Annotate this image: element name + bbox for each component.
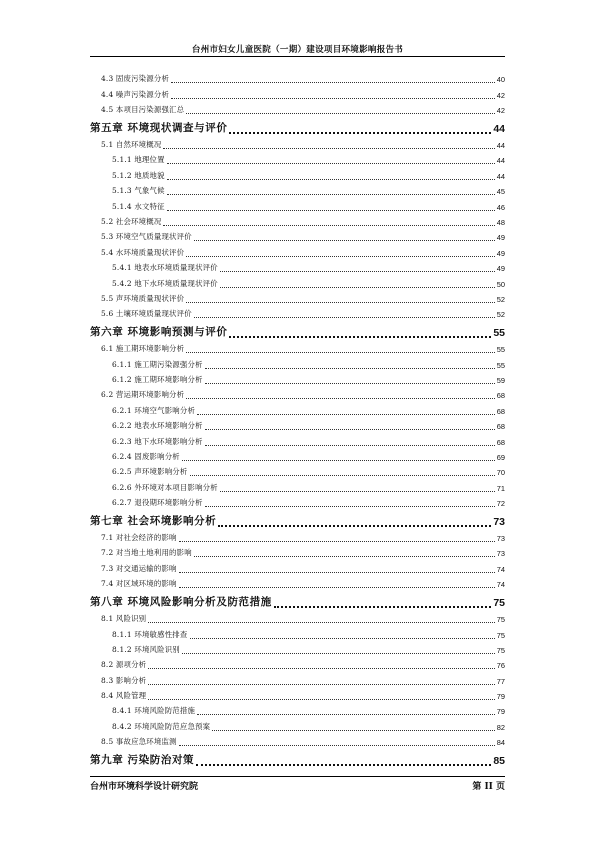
toc-entry-line — [101, 231, 505, 242]
toc-entry[interactable] — [90, 450, 505, 465]
toc-entry-page: 84 — [496, 738, 505, 748]
toc-entry-page: 74 — [496, 564, 505, 574]
toc-entry-page: 52 — [496, 310, 505, 320]
toc-entry-page: 68 — [496, 422, 505, 432]
toc-entry-line — [90, 594, 505, 609]
toc-entry[interactable] — [90, 230, 505, 245]
toc-entry-page: 49 — [496, 233, 505, 243]
toc-entry-line — [112, 451, 505, 462]
toc-entry-page: 68 — [496, 437, 505, 447]
toc-entry[interactable] — [90, 719, 505, 734]
toc-entry-page: 55 — [496, 345, 505, 355]
dot-leader — [205, 445, 495, 446]
toc-entry[interactable] — [90, 184, 505, 199]
toc-entry-line — [112, 185, 505, 196]
toc-entry-line — [112, 705, 505, 716]
toc-entry[interactable] — [90, 153, 505, 168]
toc-entry[interactable] — [90, 168, 505, 183]
toc-entry-label: 6.2.6 外环境对本项目影响分析 — [112, 482, 218, 492]
toc-entry-line — [112, 170, 505, 181]
toc-entry-page: 73 — [493, 515, 505, 528]
toc-chapter-entry[interactable] — [90, 322, 505, 342]
toc-entry-label: 6.2.4 固废影响分析 — [112, 451, 180, 461]
toc-entry-label: 4.5 本项目污染源强汇总 — [101, 105, 185, 115]
toc-entry-page: 48 — [496, 218, 505, 228]
toc-entry-line — [101, 659, 505, 670]
dot-leader — [196, 764, 491, 766]
toc-entry[interactable] — [90, 546, 505, 561]
toc-entry-line — [112, 420, 505, 431]
toc-entry[interactable] — [90, 199, 505, 214]
dot-leader — [194, 240, 495, 241]
toc-entry-label: 6.1 施工期环境影响分析 — [101, 344, 185, 354]
dot-leader — [190, 475, 495, 476]
toc-entry-label: 6.2.5 声环境影响分析 — [112, 467, 188, 477]
toc-entry[interactable] — [90, 612, 505, 627]
toc-entry-label: 8.4 风险管理 — [101, 691, 147, 701]
toc-entry-label: 8.3 影响分析 — [101, 675, 147, 685]
toc-entry-label: 6.2 营运期环境影响分析 — [101, 390, 185, 400]
toc-entry-line — [101, 389, 505, 400]
header-rule — [90, 56, 505, 57]
toc-entry-line — [101, 613, 505, 624]
toc-entry-line — [101, 139, 505, 150]
dot-leader — [205, 383, 495, 384]
toc-entry-label: 5.2 社会环境概况 — [101, 217, 162, 227]
toc-entry-label: 8.1.2 环境风险识别 — [112, 644, 180, 654]
dot-leader — [190, 638, 495, 639]
toc-entry[interactable] — [90, 276, 505, 291]
toc-entry-page: 40 — [496, 75, 505, 85]
toc-entry-label: 第八章 环境风险影响分析及防范措施 — [90, 595, 272, 608]
toc-entry-line — [101, 675, 505, 686]
toc-entry-line — [112, 466, 505, 477]
toc-entry-page: 49 — [496, 264, 505, 274]
toc-entry-label: 第六章 环境影响预测与评价 — [90, 325, 228, 338]
toc-entry-line — [101, 578, 505, 589]
toc-entry-page: 79 — [496, 692, 505, 702]
toc-entry-line — [101, 308, 505, 319]
dot-leader — [179, 745, 495, 746]
toc-entry-label: 5.4 水环境质量现状评价 — [101, 247, 185, 257]
dot-leader — [148, 699, 494, 700]
toc-chapter-entry[interactable] — [90, 750, 505, 770]
toc-entry[interactable] — [90, 261, 505, 276]
dot-leader — [179, 587, 495, 588]
toc-entry-page: 79 — [496, 707, 505, 717]
toc-entry-line — [101, 532, 505, 543]
toc-entry-page: 75 — [493, 596, 505, 609]
toc-entry-label: 第七章 社会环境影响分析 — [90, 514, 217, 527]
toc-entry-line — [101, 736, 505, 747]
toc-entry-page: 44 — [496, 171, 505, 181]
toc-entry-label: 7.3 对交通运输的影响 — [101, 563, 177, 573]
toc-entry-line — [112, 436, 505, 447]
toc-entry[interactable] — [90, 735, 505, 750]
toc-entry-page: 82 — [496, 722, 505, 732]
toc-entry[interactable] — [90, 480, 505, 495]
dot-leader — [197, 714, 495, 715]
footer-page-number: 第 II 页 — [472, 782, 505, 792]
toc-chapter-entry[interactable] — [90, 592, 505, 612]
toc-entry[interactable] — [90, 357, 505, 372]
dot-leader — [274, 606, 491, 608]
toc-entry[interactable] — [90, 215, 505, 230]
toc-entry-page: 50 — [496, 279, 505, 289]
toc-entry-page: 44 — [496, 141, 505, 151]
toc-entry-page: 73 — [496, 534, 505, 544]
toc-entry-line — [112, 644, 505, 655]
toc-entry-line — [112, 154, 505, 165]
dot-leader — [171, 98, 495, 99]
dot-leader — [220, 271, 495, 272]
toc-entry-page: 55 — [496, 360, 505, 370]
toc-entry-line — [112, 405, 505, 416]
toc-entry[interactable] — [90, 465, 505, 480]
toc-entry-page: 75 — [496, 630, 505, 640]
toc-entry-page: 68 — [496, 391, 505, 401]
toc-entry-line — [101, 104, 505, 115]
toc-entry-page: 72 — [496, 499, 505, 509]
dot-leader — [186, 302, 495, 303]
dot-leader — [194, 556, 495, 557]
toc-entry[interactable] — [90, 643, 505, 658]
dot-leader — [167, 210, 495, 211]
toc-entry-line — [101, 547, 505, 558]
toc-entry-label: 8.1 风险识别 — [101, 614, 147, 624]
footer-rule — [90, 776, 505, 777]
toc-chapter-entry[interactable] — [90, 118, 505, 138]
dot-leader — [163, 225, 494, 226]
dot-leader — [186, 113, 495, 114]
toc-entry-label: 4.3 固废污染源分析 — [101, 74, 170, 84]
toc-entry-label: 5.1.3 气象气候 — [112, 186, 165, 196]
toc-entry-line — [101, 73, 505, 84]
toc-entry-label: 5.4.1 地表水环境质量现状评价 — [112, 263, 218, 273]
toc-entry[interactable] — [90, 561, 505, 576]
toc-entry[interactable] — [90, 87, 505, 102]
dot-leader — [163, 148, 494, 149]
toc-entry-line — [112, 262, 505, 273]
toc-entry-label: 5.1 自然环境概况 — [101, 140, 162, 150]
toc-entry-line — [112, 374, 505, 385]
toc-entry-page: 44 — [496, 156, 505, 166]
toc-entry-line — [90, 324, 505, 339]
dot-leader — [186, 256, 495, 257]
toc-entry-label: 6.2.2 地表水环境影响分析 — [112, 421, 203, 431]
toc-entry-page: 73 — [496, 549, 505, 559]
toc-entry[interactable] — [90, 292, 505, 307]
toc-entry-page: 76 — [496, 661, 505, 671]
toc-entry[interactable] — [90, 138, 505, 153]
toc-entry-page: 45 — [496, 187, 505, 197]
toc-entry-line — [90, 513, 505, 528]
toc-entry-label: 4.4 噪声污染源分析 — [101, 89, 170, 99]
dot-leader — [148, 622, 494, 623]
dot-leader — [212, 730, 495, 731]
toc-entry-label: 5.3 环境空气质量现状评价 — [101, 232, 192, 242]
toc-entry-label: 7.1 对社会经济的影响 — [101, 533, 177, 543]
toc-entry-label: 5.5 声环境质量现状评价 — [101, 293, 185, 303]
toc-entry-line — [112, 359, 505, 370]
toc-entry[interactable] — [90, 388, 505, 403]
toc-entry-label: 5.6 土壤环境质量现状评价 — [101, 309, 192, 319]
toc-entry-label: 5.1.4 水文特征 — [112, 201, 165, 211]
dot-leader — [220, 287, 495, 288]
dot-leader — [197, 414, 495, 415]
toc-entry-label: 5.1.2 地质地貌 — [112, 170, 165, 180]
toc-entry-page: 85 — [493, 754, 505, 767]
toc-entry-line — [112, 482, 505, 493]
toc-entry-label: 第九章 污染防治对策 — [90, 753, 195, 766]
toc-entry-line — [112, 497, 505, 508]
toc-entry-label: 5.4.2 地下水环境质量现状评价 — [112, 278, 218, 288]
toc-entry-page: 46 — [496, 202, 505, 212]
toc-entry-line — [101, 690, 505, 701]
dot-leader — [167, 163, 495, 164]
toc-entry[interactable] — [90, 434, 505, 449]
toc-entry-label: 5.1.1 地理位置 — [112, 155, 165, 165]
toc-entry[interactable] — [90, 419, 505, 434]
toc-entry[interactable] — [90, 245, 505, 260]
toc-entry-line — [112, 721, 505, 732]
toc-entry[interactable] — [90, 577, 505, 592]
toc-entry-line — [101, 216, 505, 227]
toc-entry[interactable] — [90, 373, 505, 388]
toc-entry-page: 52 — [496, 294, 505, 304]
toc-entry-label: 7.4 对区域环境的影响 — [101, 579, 177, 589]
toc-entry-page: 75 — [496, 645, 505, 655]
dot-leader — [182, 653, 495, 654]
dot-leader — [167, 179, 495, 180]
dot-leader — [218, 525, 491, 527]
toc-entry-line — [90, 120, 505, 135]
dot-leader — [171, 82, 495, 83]
dot-leader — [205, 368, 495, 369]
dot-leader — [167, 194, 495, 195]
toc-entry-line — [101, 293, 505, 304]
toc-entry-page: 77 — [496, 676, 505, 686]
toc-entry-page: 49 — [496, 248, 505, 258]
toc-entry-label: 6.1.1 施工期污染源强分析 — [112, 359, 203, 369]
toc-entry[interactable] — [90, 496, 505, 511]
footer-institution: 台州市环境科学设计研究院 — [90, 782, 199, 792]
dot-leader — [179, 572, 495, 573]
header-title: 台州市妇女儿童医院（一期）建设项目环境影响报告书 — [191, 45, 404, 55]
toc-entry[interactable] — [90, 704, 505, 719]
toc-entry[interactable] — [90, 103, 505, 118]
dot-leader — [205, 429, 495, 430]
toc-entry-page: 68 — [496, 406, 505, 416]
toc-entry-label: 7.2 对当地土地利用的影响 — [101, 548, 192, 558]
toc-entry-label: 6.2.7 退役期环境影响分析 — [112, 498, 203, 508]
dot-leader — [186, 352, 495, 353]
toc-entry-line — [112, 629, 505, 640]
toc-entry-page: 69 — [496, 452, 505, 462]
toc-entry-page: 59 — [496, 376, 505, 386]
toc-entry-page: 74 — [496, 580, 505, 590]
toc-entry[interactable] — [90, 689, 505, 704]
dot-leader — [148, 668, 494, 669]
dot-leader — [229, 336, 491, 338]
toc-entry-line — [90, 752, 505, 767]
dot-leader — [182, 460, 495, 461]
toc-entry[interactable] — [90, 307, 505, 322]
dot-leader — [229, 132, 491, 134]
toc-entry-line — [112, 201, 505, 212]
toc-entry-line — [101, 247, 505, 258]
toc-entry-label: 8.5 事故应急环境监测 — [101, 737, 177, 747]
toc-entry-label: 第五章 环境现状调查与评价 — [90, 121, 228, 134]
toc-entry-line — [101, 89, 505, 100]
toc-entry[interactable] — [90, 72, 505, 87]
toc-entry-label: 8.4.1 环境风险防范措施 — [112, 706, 196, 716]
toc-entry-line — [112, 278, 505, 289]
toc-entry-page: 42 — [496, 90, 505, 100]
dot-leader — [205, 506, 495, 507]
toc-entry-label: 8.1.1 环境敏感性排查 — [112, 629, 188, 639]
toc-entry-label: 8.4.2 环境风险防范应急预案 — [112, 721, 211, 731]
toc-entry-page: 75 — [496, 615, 505, 625]
toc-entry[interactable] — [90, 342, 505, 357]
toc-entry[interactable] — [90, 403, 505, 418]
toc-entry-page: 44 — [493, 122, 505, 135]
toc-entry[interactable] — [90, 658, 505, 673]
dot-leader — [179, 541, 495, 542]
dot-leader — [194, 317, 495, 318]
table-of-contents — [90, 72, 505, 770]
toc-entry[interactable] — [90, 531, 505, 546]
toc-entry-label: 6.2.1 环境空气影响分析 — [112, 405, 196, 415]
toc-entry-page: 55 — [493, 326, 505, 339]
toc-entry[interactable] — [90, 673, 505, 688]
toc-entry-page: 71 — [496, 483, 505, 493]
toc-entry-label: 8.2 源项分析 — [101, 660, 147, 670]
toc-entry-line — [101, 343, 505, 354]
dot-leader — [148, 684, 494, 685]
toc-entry-label: 6.2.3 地下水环境影响分析 — [112, 436, 203, 446]
toc-entry-page: 42 — [496, 106, 505, 116]
toc-entry-page: 70 — [496, 468, 505, 478]
toc-entry-line — [101, 563, 505, 574]
toc-entry[interactable] — [90, 627, 505, 642]
dot-leader — [186, 398, 495, 399]
dot-leader — [220, 491, 495, 492]
toc-chapter-entry[interactable] — [90, 511, 505, 531]
toc-entry-label: 6.1.2 施工期环境影响分析 — [112, 375, 203, 385]
